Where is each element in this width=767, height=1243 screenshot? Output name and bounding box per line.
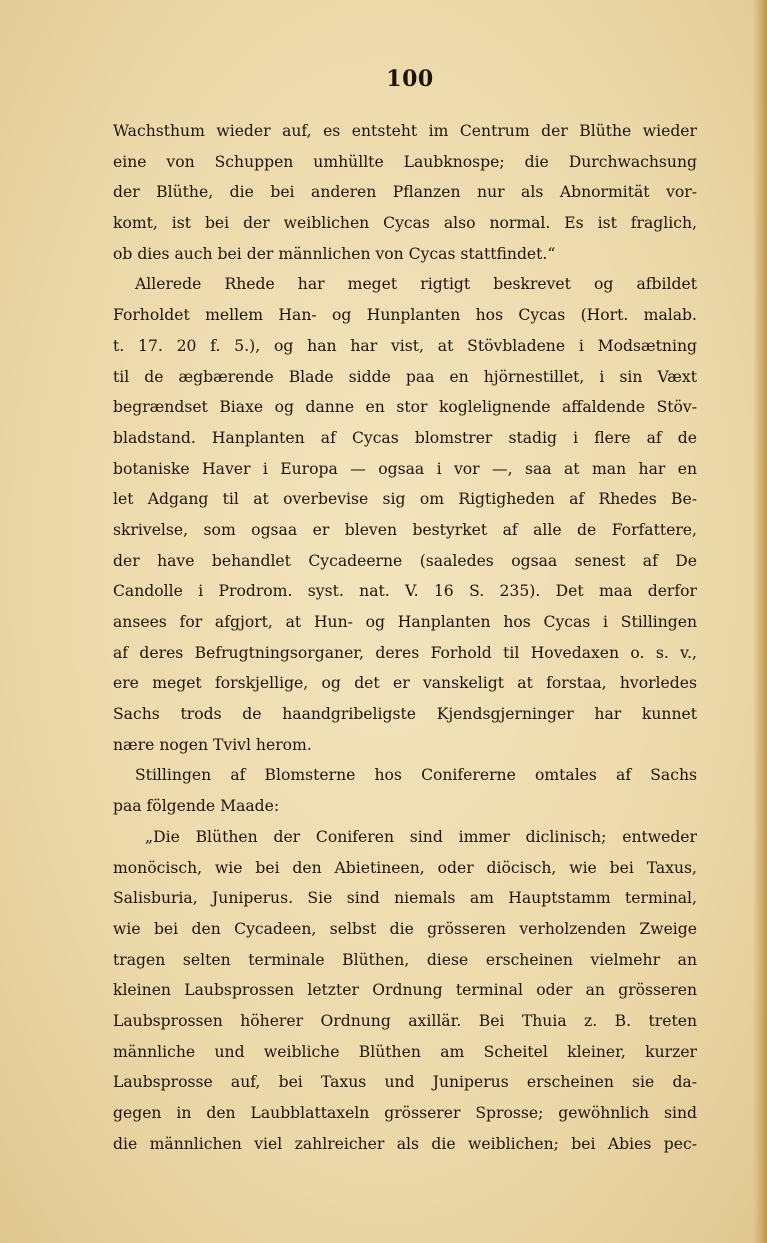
text-line: Forholdet mellem Han- og Hunplanten hos Cycas (Hort. malab. xyxy=(113,306,697,325)
text-line: Stillingen af Blomsterne hos Conifererne omtales af Sachs xyxy=(135,766,697,785)
text-line: t. 17. 20 f. 5.), og han har vist, at Stövbladene i Modsætning xyxy=(113,336,697,355)
body-text xyxy=(113,116,697,1159)
text-line: der Blüthe, die bei anderen Pflanzen nur als Abnormität vor- xyxy=(113,183,697,202)
text-line: Sachs trods de haandgribeligste Kjendsgjerninger har kunnet xyxy=(113,705,697,724)
quote-line: kleinen Laubsprossen letzter Ordnung terminal oder an grösseren xyxy=(113,981,697,1000)
text-line: bladstand. Hanplanten af Cycas blomstrer stadig i flere af de xyxy=(113,428,697,447)
text-line: Candolle i Prodrom. syst. nat. V. 16 S. 235). Det maa derfor xyxy=(113,582,697,601)
text-line: ere meget forskjellige, og det er vanskeligt at forstaa, hvorledes xyxy=(113,674,697,693)
text-line: der have behandlet Cycadeerne (saaledes ogsaa senest af De xyxy=(113,551,697,570)
page-edge-shadow xyxy=(753,0,767,1243)
text-line: paa fölgende Maade: xyxy=(113,797,280,816)
text-line: Allerede Rhede har meget rigtigt beskrevet og afbildet xyxy=(135,275,697,294)
page-number: 100 xyxy=(386,66,434,92)
text-line: ansees for afgjort, at Hun- og Hanplanten hos Cycas i Stillingen xyxy=(113,613,697,631)
text-line: begrændset Biaxe og danne en stor koglelignende affaldende Stöv- xyxy=(113,398,697,417)
text-line: til de ægbærende Blade sidde paa en hjörnestillet, i sin Væxt xyxy=(113,367,697,386)
text-line: eine von Schuppen umhüllte Laubknospe; die Durchwachsung xyxy=(113,152,697,171)
quote-line: die männlichen viel zahlreicher als die weiblichen; bei Abies pec- xyxy=(113,1134,697,1153)
text-line: komt, ist bei der weiblichen Cycas also normal. Es ist fraglich, xyxy=(113,214,697,233)
quote-line: Laubsprosse auf, bei Taxus und Juniperus erscheinen sie da- xyxy=(113,1073,697,1092)
text-line: Wachsthum wieder auf, es entsteht im Centrum der Blüthe wieder xyxy=(113,122,697,140)
text-line: skrivelse, som ogsaa er bleven bestyrket af alle de Forfattere, xyxy=(113,520,697,539)
quote-line: Laubsprossen höherer Ordnung axillär. Bei Thuia z. B. treten xyxy=(113,1011,697,1030)
quote-line: „Die Blüthen der Coniferen sind immer diclinisch; entweder xyxy=(145,827,697,846)
text-line: ob dies auch bei der männlichen von Cycas stattfindet.“ xyxy=(113,244,556,263)
quote-line: Salisburia, Juniperus. Sie sind niemals am Hauptstamm terminal, xyxy=(113,889,697,908)
text-line: nære nogen Tvivl herom. xyxy=(113,735,312,754)
text-line: botaniske Haver i Europa — ogsaa i vor —, saa at man har en xyxy=(113,459,697,478)
quote-line: tragen selten terminale Blüthen, diese erscheinen vielmehr an xyxy=(113,950,697,969)
text-line: let Adgang til at overbevise sig om Rigtigheden af Rhedes Be- xyxy=(113,490,697,509)
quote-line: gegen in den Laubblattaxeln grösserer Sprosse; gewöhnlich sind xyxy=(113,1104,697,1122)
quote-line: monöcisch, wie bei den Abietineen, oder diöcisch, wie bei Taxus, xyxy=(113,858,697,877)
text-line: af deres Befrugtningsorganer, deres Forhold til Hovedaxen o. s. v., xyxy=(113,643,697,662)
quote-line: wie bei den Cycadeen, selbst die grösseren verholzenden Zweige xyxy=(113,919,697,938)
quote-line: männliche und weibliche Blüthen am Scheitel kleiner, kurzer xyxy=(113,1042,697,1061)
